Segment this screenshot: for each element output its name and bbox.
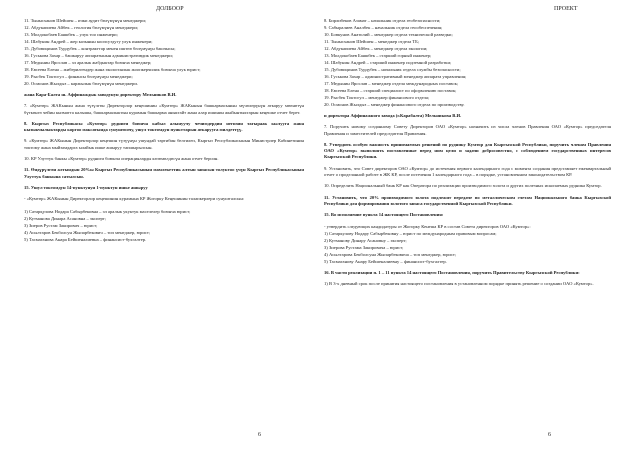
left-section-15: 15. Ушул токтомдун 14-пунктунун 1-пунктун ишке ашыруу bbox=[24, 184, 148, 190]
right-page-number: 6 bbox=[548, 432, 551, 438]
right-para-16: 16. В части реализации п. 1 – 11 пункта 14 настоящего Постановления, поручить Правительству Кыргызской Республики: bbox=[324, 269, 580, 275]
right-para-10: 10. Определить Национальный банк КР как Оператора по реализации производимого золота и других полезных ископаемых рудника Кумтор. bbox=[324, 183, 602, 189]
list-item: 2) Кутманову Динару Асановну – эксперт; bbox=[324, 237, 407, 243]
list-item: 16. Гуськова Захар – башкаруу аппаратынын административдик менеджери; bbox=[24, 53, 173, 58]
right-list-a bbox=[324, 17, 611, 108]
left-para-7: 7. «Кумтөр» ЖАКынын жана түзүлгөн Директорлор кеңешинин «Кумтөр» ЖАКынын башкармасынын мүчөлөрүнүн аткаруу мөөнөтүн бүткөнгө чейин кызматта калышы, башкармалыктын курамын башкарма аныктайт жана алар ишинин жыйынтыктарын кеңешке отчет берет. bbox=[24, 103, 304, 115]
list-item: 19. Рысбек Токтогул – финансы бөлүмүнүн менеджери; bbox=[24, 74, 133, 79]
left-header bbox=[24, 4, 304, 17]
list-item: 15. Дубовицинов Турдубек – контракттар менен иштөө бөлүмүнүн башчысы; bbox=[24, 46, 176, 51]
list-item: 5) Тасмаганова Анара Бейшеналиевна – финансист-бухгалтер. bbox=[24, 236, 147, 242]
right-signoff: и директора Аффинажного завода (г.Карабалта) Мельникова В.И. bbox=[324, 113, 462, 118]
list-item: 18. Евсеева Елена – старший специалист по оформлению поставок; bbox=[324, 88, 457, 93]
list-item: 12. Абдукапиева Айбек – геология бөлүмүнүн менеджери; bbox=[24, 25, 139, 30]
left-para-10: 10. КР Улуттук банкы «Кумтөр» рудниги боюнча операцияларды көзөмөлдөсүн жана отчет берсин. bbox=[24, 156, 219, 162]
right-para-16-1: 1) В 3-х дневный срок после принятия настоящего постановления в установленном порядке принять решение о создании ОАО «Кумтор». bbox=[324, 281, 594, 287]
list-item: 9. Сабыралиев Аналбек – начальник отдела геообеспечения; bbox=[324, 25, 443, 30]
left-para-9: 9. «Кумтөр» ЖАКынын Директорлор кеңешин түзүүнүн ушундай тартибин белгилеп, Кыргыз Республикасынын Министрлер Кабинетинин токтому жана мыйзамдарга ылайык ишке ашыруу тапшырылсын. bbox=[24, 138, 304, 150]
list-item: 16. Гуськова Захар – административный менеджер аппарата управления; bbox=[324, 74, 467, 79]
right-para-9: 9. Установить, что Совет директоров ОАО «Кумтор» до истечения первого календарного года с момента создания представляет ежеквартальный отчет о проделанной работе в ЖК КР, после истечения 1 календарного года – в порядке, установленном законодательством КР. bbox=[324, 165, 611, 178]
right-header-label: ПРОЕКТ bbox=[554, 6, 578, 12]
left-list-b bbox=[24, 208, 304, 243]
list-item: 4) Асылтарова Бекболсуна Жыпарбековича – топ менеджер, юрист; bbox=[324, 251, 457, 257]
right-header bbox=[324, 4, 611, 17]
right-section-15: 15. Во исполнение пункта 14 настоящего Постановления: bbox=[324, 212, 444, 218]
left-para-11: 11. Өндүрүлгөн алтындын 20%ы Кыргыз Республикасынын мамлекеттик алтын запасын толуктоо үчүн Кыргыз Республикасынын Улуттук банкына сатылсын. bbox=[24, 167, 304, 179]
list-item: 15. Дубовицинов Турдубек – начальник отдела службы безопасности; bbox=[324, 67, 461, 72]
list-item: 11. Тынысханов Шейшен – ички аудит бөлүмүнүн менеджери; bbox=[24, 18, 147, 23]
right-para-8: 8. Утвердить особую важность принимаемых решений по руднику Кумтор для Кыргызской Республики, поручить членам Правления ОАО «Кумтор» выполнять поставленные перед ним цели и задачи добросовестно, с соблюдением государственных интересов Кыргызской Республики. bbox=[324, 141, 611, 160]
left-page-number: 6 bbox=[258, 432, 261, 438]
list-item: 18. Евсеева Елена – жиберилгендер жана экологиялык жоопкерчилик боюнча улук юрист; bbox=[24, 67, 201, 72]
right-page bbox=[310, 0, 619, 450]
list-item: 3) Зиерова Рустама Закировича – юрист; bbox=[324, 244, 404, 250]
right-para-15-intro: - утвердить следующих кандидатуры от Жогорку Кенеша КР в состав Совета директоров ОАО «Кумтор»: bbox=[324, 223, 531, 229]
list-item: 14. Шабунин Андрей – жер казынын коопсуздугу улук инженери; bbox=[24, 39, 153, 44]
right-para-11: 11. Установить, что 20% производимого золота подлежит передаче по металлическим счетам Национального банка Кыргызской Республики для формирования золотого запаса государственной Кыргызской Республики. bbox=[324, 194, 611, 206]
list-item: 12. Абдукапиева Айбек – менеджер отдела экологии; bbox=[324, 46, 428, 51]
list-item: 17. Медынин Ярослав – эл аралык жабдыктар боюнча менеджер; bbox=[24, 60, 152, 65]
list-item: 1) Сатаркулову Нодару Сабырбековну – юрист по международным правовым вопросам; bbox=[324, 230, 497, 236]
left-para-15-intro: - «Кумтөр» ЖАКынын Директорлор кеңешинин курамына КР Жогорку Кеңешинин талапкерлери сунушталсын: bbox=[24, 196, 245, 202]
list-item: 19. Рысбек Токтогул – менеджер финансового отдела; bbox=[324, 95, 430, 100]
list-item: 4) Асылтаров Бекболсун Жыпарбекович – топ менеджер, юрист; bbox=[24, 229, 151, 235]
list-item: 8. Бирлибеков Азамат – начальник отдела геобезопасности; bbox=[324, 18, 441, 23]
left-list-a bbox=[24, 17, 304, 87]
list-item: 3) Зиеров Рустам Закирович – юрист; bbox=[24, 222, 98, 228]
right-para-7: 7. Поручить новому созданному Совету Директоров ОАО «Кумтор» назначить из числа членов Правления ОАО «Кумтор» председателя Правления и заместителей председателя Правления. bbox=[324, 124, 611, 136]
left-para-8: 8. Кыргыз Республикасы «Кумтөр» рудниги боюнча кабыл алынуучу чечимдердин негизин тагыраак кылууга жана кызыкчылыктарды коргоо максатында сунуштоочу, ушул токтомдун пункттарын аткарууга милдеттүү. bbox=[24, 120, 304, 133]
list-item: 20. Осмонов Жылдыз – каржылык бөлүмүнүн менеджери. bbox=[24, 81, 138, 86]
list-item: 13. Молдокобаев Баяшбек – старший горный инженер; bbox=[324, 53, 432, 58]
list-item: 13. Молдокобаев Баяшбек – улук тоо инженери; bbox=[24, 32, 118, 37]
list-item: 2) Кутманова Динара Асановна – эксперт; bbox=[24, 215, 107, 221]
list-item: 10. Бовкунов Анатолий – менеджер отдела технической разведки; bbox=[324, 32, 453, 37]
list-item: 20. Осмонов Жылдыз – менеджер финансового отдела по производству. bbox=[324, 102, 465, 107]
left-header-label: ДОЛБООР bbox=[156, 6, 184, 12]
list-item: 5) Тасмаганову Анару Бейшеналиевну – финансист-бухгалтер. bbox=[324, 258, 447, 264]
list-item: 1) Сатарқулова Нодара Сабырбековна – эл аралык укуктук маселелер боюнча юрист; bbox=[24, 208, 191, 214]
list-item: 14. Шабунин Андрей – старший инженер подземной разработки; bbox=[324, 60, 452, 65]
right-list-b bbox=[324, 230, 611, 265]
left-signoff: жана Кара-Балта ш. Аффинаждык заводунун директору Мельников В.И. bbox=[24, 92, 177, 97]
list-item: 11. Тынысханов Шейшен – менеджер отдела ТБ; bbox=[324, 39, 420, 44]
list-item: 17. Медынин Ярослав – менеджер отдела международных поставок; bbox=[324, 81, 459, 86]
